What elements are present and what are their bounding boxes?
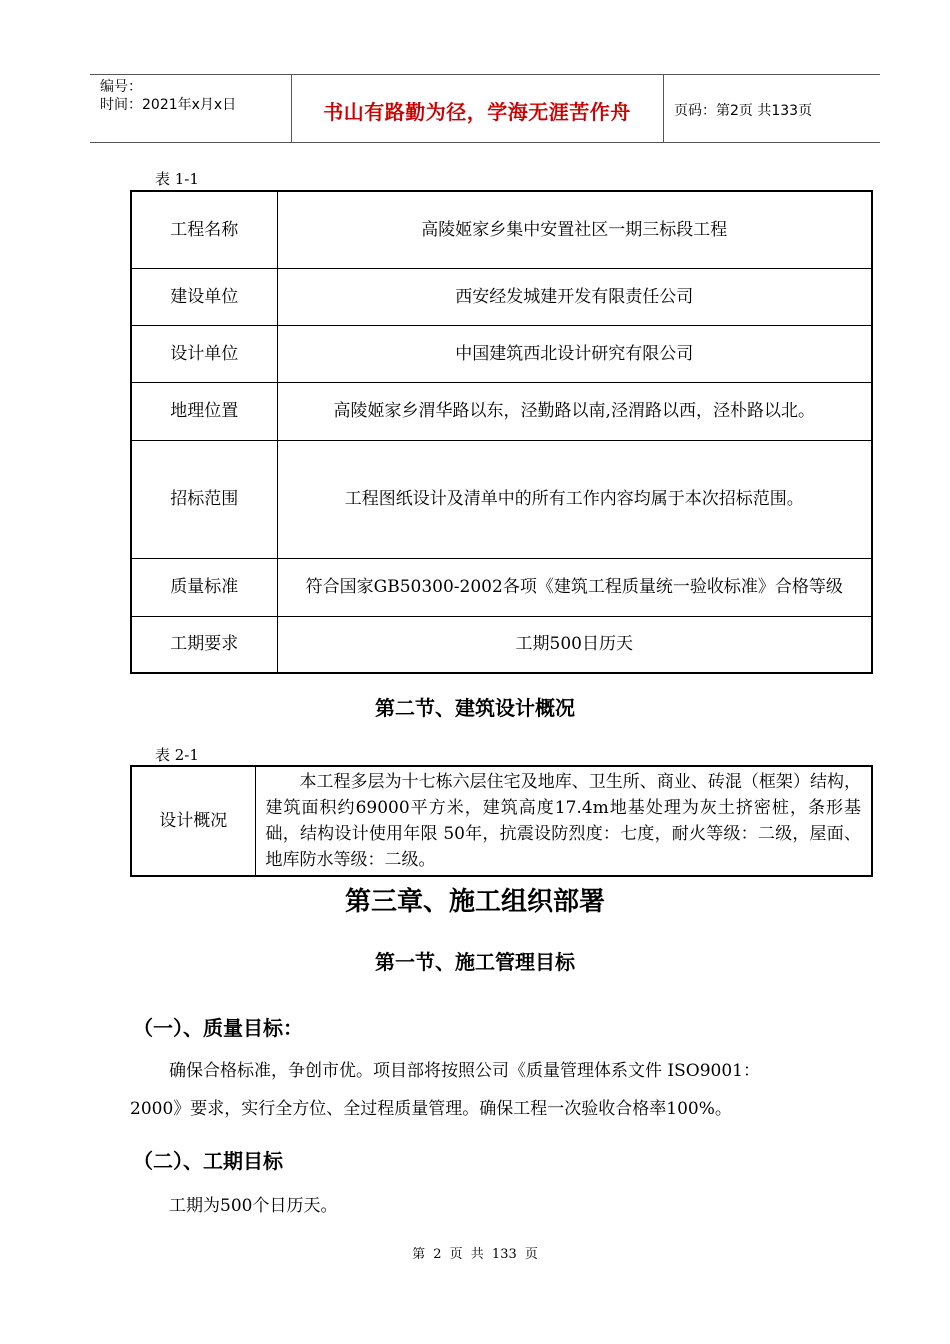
header-meta <box>100 78 236 114</box>
number-label: 编号： <box>100 79 142 95</box>
quality-goal-line1: 确保合格标准，争创市优。项目部将按照公司《质量管理体系文件 ISO9001： <box>169 1061 760 1081</box>
row-label: 工期要求 <box>131 616 277 673</box>
chapter3-title: 第三章、施工组织部署 <box>344 887 605 917</box>
row-value: 中国建筑西北设计研究有限公司 <box>277 325 872 382</box>
table-row <box>131 616 872 673</box>
quality-goal-heading: （一）、质量目标： <box>133 1016 303 1040</box>
design-overview-table <box>130 765 873 877</box>
table1-caption: 表 1-1 <box>155 170 199 188</box>
table-row <box>131 191 872 268</box>
row-value: 高陵姬家乡集中安置社区一期三标段工程 <box>277 191 872 268</box>
section2-title: 第二节、建筑设计概况 <box>375 696 575 720</box>
table2-caption: 表 2-1 <box>155 746 199 764</box>
row-value: 工期500日历天 <box>277 616 872 673</box>
row-value: 符合国家GB50300-2002各项《建筑工程质量统一验收标准》合格等级 <box>277 558 872 616</box>
row-value: 西安经发城建开发有限责任公司 <box>277 268 872 325</box>
header-motto: 书山有路勤为径，学海无涯苦作舟 <box>323 100 631 124</box>
row-label: 质量标准 <box>131 558 277 616</box>
row-label: 地理位置 <box>131 382 277 440</box>
section1-title: 第一节、施工管理目标 <box>375 950 575 974</box>
table-row <box>131 268 872 325</box>
quality-goal-line2: 2000》要求，实行全方位、全过程质量管理。确保工程一次验收合格率100%。 <box>130 1099 732 1119</box>
header-divider <box>663 74 664 142</box>
table-row <box>131 325 872 382</box>
row-label: 招标范围 <box>131 440 277 558</box>
row-value: 本工程多层为十七栋六层住宅及地库、卫生所、商业、砖混（框架）结构，建筑面积约69000平方米，建筑高度17.4m地基处理为灰土挤密桩，条形基础，结构设计使用年限 50年，抗震设防烈度：七度，耐火等级：二级，屋面、地库防水等级：二级。 <box>255 766 872 876</box>
row-label: 建设单位 <box>131 268 277 325</box>
schedule-goal-text: 工期为500个日历天。 <box>169 1196 338 1216</box>
table-row <box>131 558 872 616</box>
time-label: 时间：2021年x月x日 <box>100 97 237 113</box>
table-row <box>131 440 872 558</box>
row-value: 高陵姬家乡渭华路以东，泾勤路以南,泾渭路以西，泾朴路以北。 <box>277 382 872 440</box>
header-bottom-rule <box>90 142 880 143</box>
table-row <box>131 382 872 440</box>
schedule-goal-heading: （二）、工期目标 <box>133 1149 283 1173</box>
page-footer: 第 2 页 共 133 页 <box>412 1247 538 1262</box>
table-row <box>131 766 872 876</box>
row-label: 工程名称 <box>131 191 277 268</box>
header-top-rule <box>90 74 880 75</box>
row-value: 工程图纸设计及清单中的所有工作内容均属于本次招标范围。 <box>277 440 872 558</box>
project-info-table <box>130 190 873 674</box>
row-label: 设计单位 <box>131 325 277 382</box>
header-page-info: 页码：第2页 共133页 <box>674 103 813 119</box>
row-label: 设计概况 <box>131 766 255 876</box>
